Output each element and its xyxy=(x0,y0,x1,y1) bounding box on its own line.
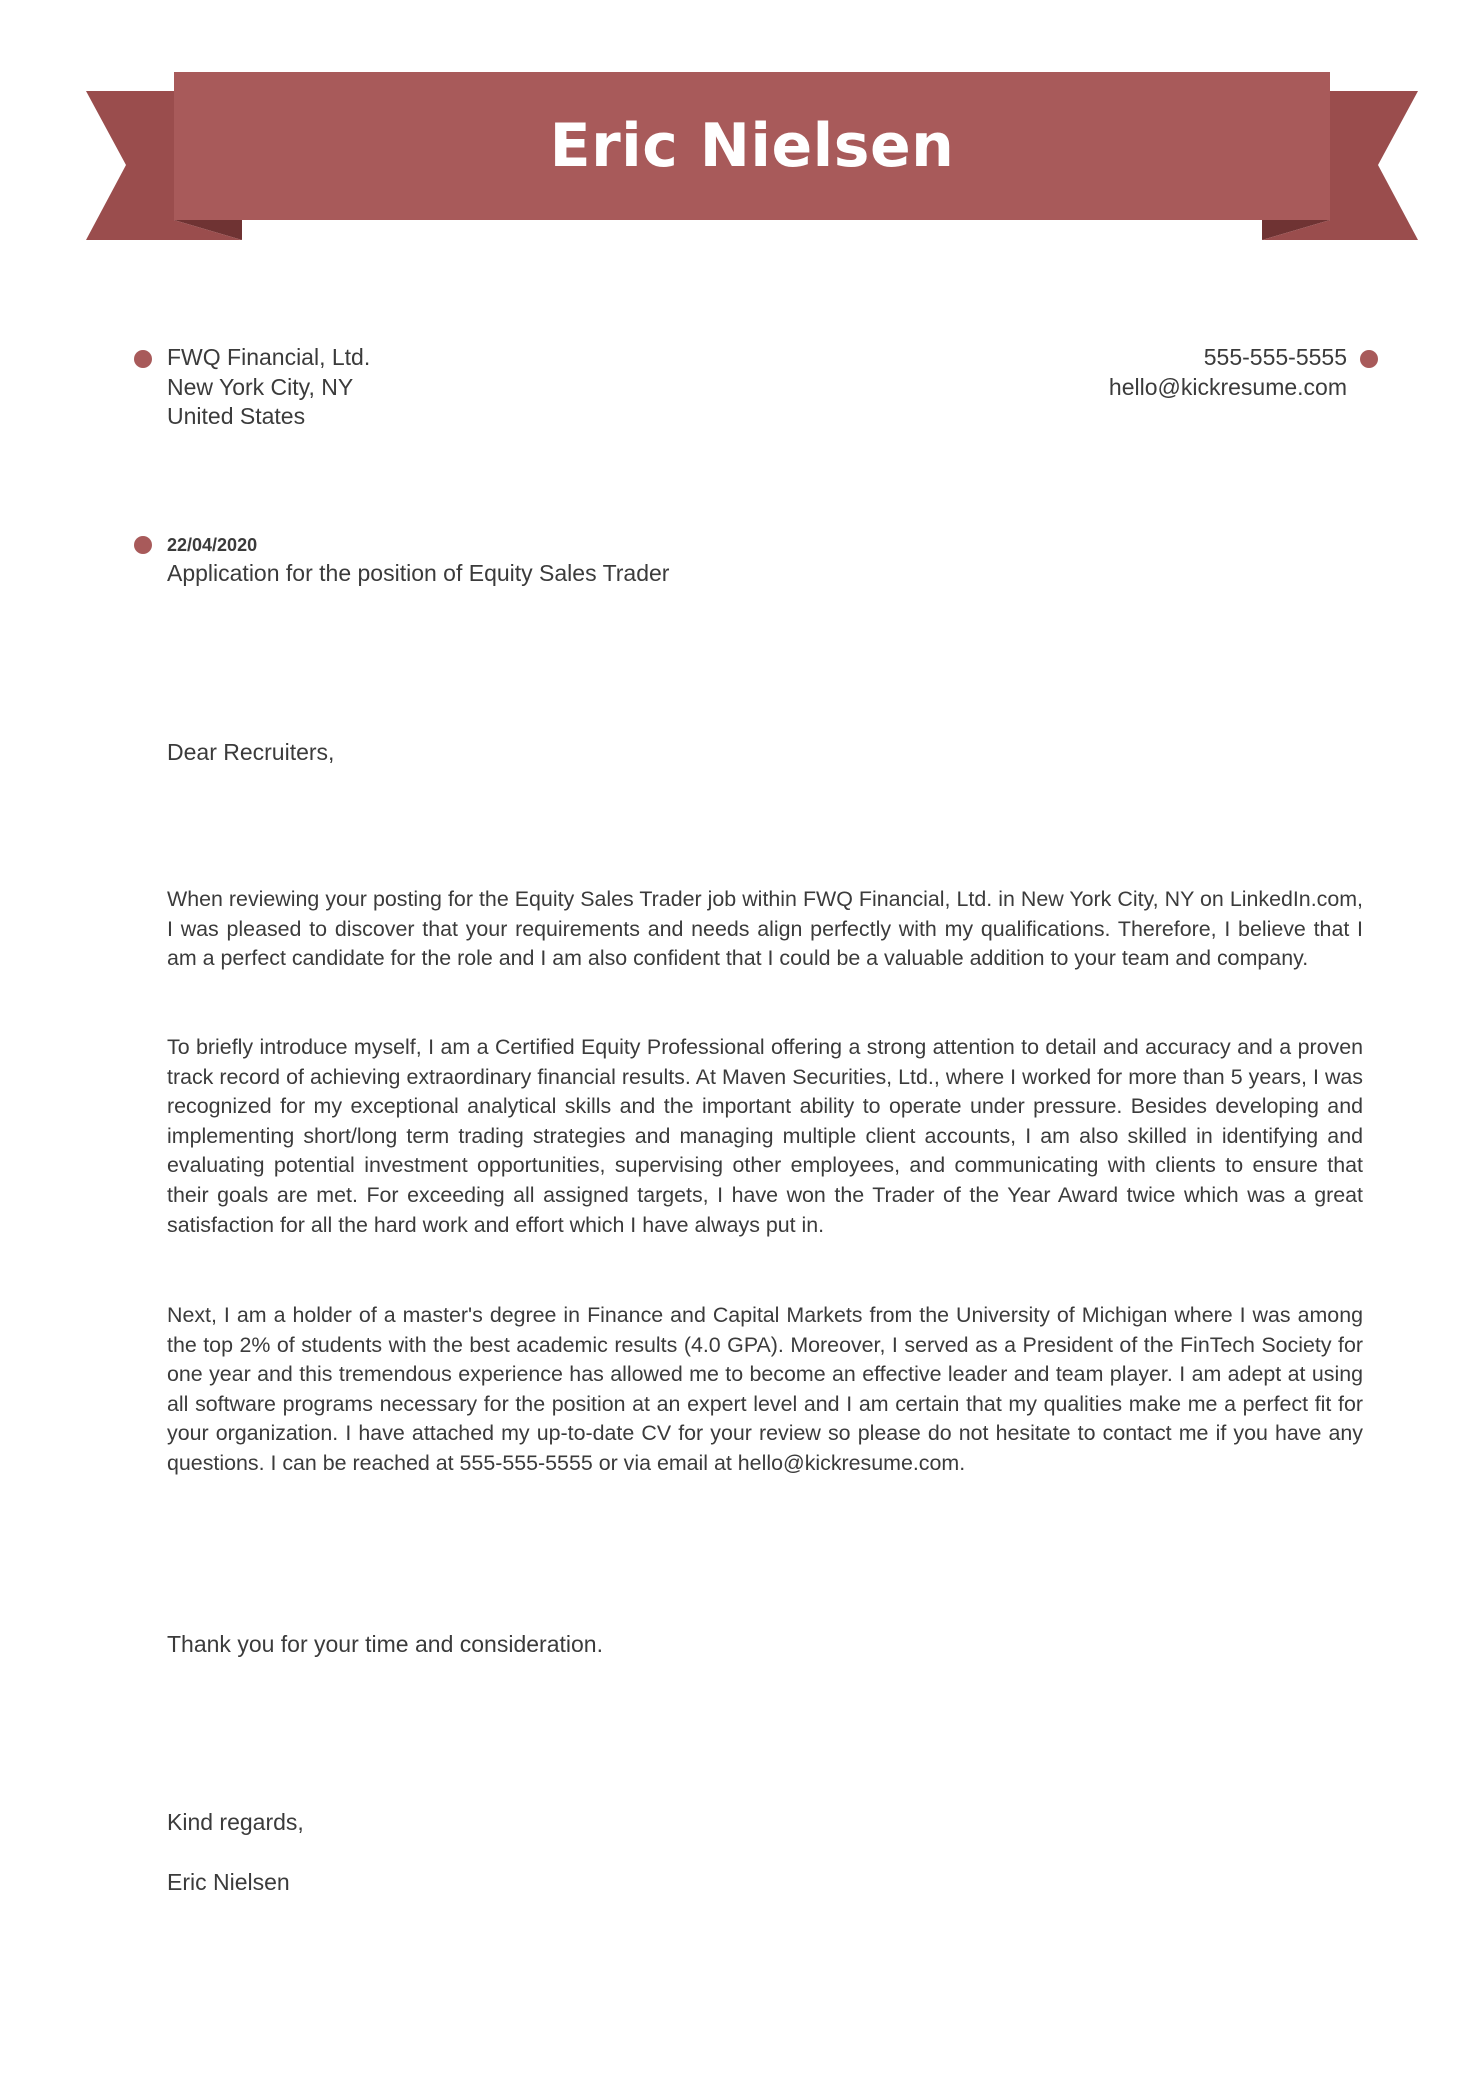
letter-subject: Application for the position of Equity Sales Trader xyxy=(167,560,670,586)
sender-bullet-dot xyxy=(134,350,152,368)
body-paragraph-1: When reviewing your posting for the Equity Sales Trader job within FWQ Financial, Ltd. in New York City, NY on LinkedIn.com, I was pleased to discover that your requirements and needs align perfectly with my qualifications. Therefore, I believe that I am a perfect candidate for the role and I am also confident that I could be a valuable addition to your team and company. xyxy=(167,887,1363,971)
sender-city: New York City, NY xyxy=(167,373,354,400)
letter-salutation: Dear Recruiters, xyxy=(167,739,335,765)
sender-company: FWQ Financial, Ltd. xyxy=(167,344,371,370)
body-paragraph-2: To briefly introduce myself, I am a Certified Equity Professional offering a strong attention to detail and accuracy and a proven track record of achieving extraordinary financial results. At Maven Securities, Ltd., where I worked for more than 5 years, I was recognized for my exceptional analytical skills and the important ability to operate under pressure. Besides developing and implementing short/long term trading strategies and managing multiple client accounts, I am also skilled in identifying and evaluating potential investment opportunities, supervising other employees, and communicating with clients to ensure that their goals are met. For exceeding all assigned targets, I have won the Trader of the Year Award twice which was a great satisfaction for all the hard work and effort which I have always put in. xyxy=(167,1035,1363,1237)
closing-thanks: Thank you for your time and consideration. xyxy=(167,1631,603,1657)
ribbon-right-tail xyxy=(1330,91,1418,240)
contact-bullet-dot xyxy=(1360,350,1378,368)
contact-phone: 555-555-5555 xyxy=(1203,344,1347,370)
date-bullet-dot xyxy=(134,536,152,554)
ribbon-left-tail xyxy=(86,91,174,240)
contact-info-block xyxy=(1109,343,1347,402)
closing-regards: Kind regards, xyxy=(167,1809,304,1835)
signature-name: Eric Nielsen xyxy=(167,1869,290,1895)
applicant-name-title: Eric Nielsen xyxy=(549,111,955,181)
contact-email: hello@kickresume.com xyxy=(1108,373,1347,400)
name-ribbon-banner xyxy=(86,72,1418,240)
body-paragraph-3: Next, I am a holder of a master's degree in Finance and Capital Markets from the University of Michigan where I was among the top 2% of students with the best academic results (4.0 GPA). Moreover, I served as a President of the FinTech Society for one year and this tremendous experience has allowed me to become an effective leader and team player. I am adept at using all software programs necessary for the position at an expert level and I am certain that my qualities make me a perfect fit for your organization. I have attached my up-to-date CV for your review so please do not hesitate to contact me if you have any questions. I can be reached at 555-555-5555 or via email at hello@kickresume.com. xyxy=(167,1303,1363,1475)
sender-address-block xyxy=(167,343,370,432)
letter-date: 22/04/2020 xyxy=(167,535,258,555)
sender-country: United States xyxy=(167,403,306,429)
